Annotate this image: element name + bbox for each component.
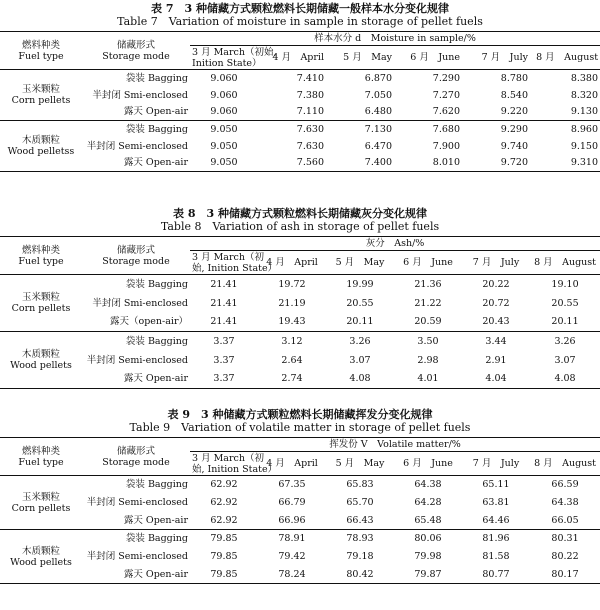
table-cell: 9.060 <box>210 89 238 101</box>
table-cell: 79.85 <box>210 568 238 580</box>
table-cell: 2.91 <box>485 354 507 366</box>
head-mode-zh: 储藏形式 <box>116 39 155 51</box>
table-cell: 66.96 <box>278 514 306 526</box>
table8-month-5: 5 月 May <box>335 257 385 268</box>
fuel-en: Wood pelletss <box>7 146 75 157</box>
table8-head-fuel <box>0 237 82 275</box>
table8 <box>0 236 600 389</box>
month-line: 3 月 March（初始, <box>192 46 277 58</box>
table-cell: 7.630 <box>296 123 324 135</box>
table-cell: 2.64 <box>281 354 303 366</box>
table-cell: 4.04 <box>485 373 507 385</box>
head-mode-zh: 储藏形式 <box>116 445 155 457</box>
table7-month-4: 4 月 April <box>272 52 324 63</box>
table-cell: 21.41 <box>210 316 238 328</box>
fuel-en: Corn pellets <box>11 95 71 106</box>
table-cell: 79.18 <box>346 551 374 562</box>
table9-month-8: 8 月 August <box>534 458 596 469</box>
table9-fuel-corn <box>0 476 82 530</box>
month-line: Inition State） <box>192 57 262 69</box>
table-cell: 21.41 <box>210 297 238 309</box>
table7-fuel-corn <box>0 70 82 121</box>
table7-head-mode <box>82 32 190 70</box>
table7-month-8: 8 月 August <box>536 52 599 63</box>
table-cell: 8.960 <box>570 123 599 135</box>
table-cell: 4.08 <box>554 373 576 385</box>
table-cell: 19.72 <box>278 278 306 290</box>
table-cell: 8.380 <box>570 72 599 84</box>
table-cell: 19.10 <box>551 278 579 290</box>
fuel-zh: 玉米颗粒 <box>21 491 60 503</box>
table-cell: 80.22 <box>551 551 579 562</box>
table-cell: 4.08 <box>349 373 371 385</box>
table9-head-mode <box>82 438 190 476</box>
table9-caption-en: Table 9 Variation of volatile matter in storage of pellet fuels <box>129 421 471 434</box>
table-cell: 78.93 <box>346 533 374 545</box>
table8-month-8: 8 月 August <box>534 257 596 268</box>
fuel-zh: 木质颗粒 <box>21 545 60 557</box>
table-cell: 7.560 <box>296 157 324 169</box>
table-cell: 6.870 <box>364 72 392 84</box>
month-line: 始, Inition State） <box>192 463 278 475</box>
table-cell: 65.83 <box>346 479 374 491</box>
month-line: 3 月 March（初 <box>192 452 264 464</box>
table-cell: 20.11 <box>346 316 374 328</box>
table-cell: 9.060 <box>210 72 238 84</box>
table-cell: 66.59 <box>551 479 579 491</box>
storage-mode: 露天 Open-air <box>123 106 188 118</box>
table-cell: 7.110 <box>296 106 324 118</box>
table-cell: 9.220 <box>500 106 528 118</box>
table-cell: 7.630 <box>296 140 324 152</box>
table-cell: 3.07 <box>349 354 371 366</box>
table-cell: 6.470 <box>364 140 392 152</box>
table8-fuel-corn <box>0 275 82 332</box>
storage-mode: 露天（open-air） <box>110 316 188 328</box>
table7-caption-zh: 表 7 3 种储藏方式颗粒燃料长期储藏一般样本水分变化规律 <box>151 2 449 15</box>
table9-block <box>0 408 600 584</box>
head-fuel-zh: 燃料种类 <box>21 445 60 457</box>
table-cell: 79.85 <box>210 533 238 545</box>
table-cell: 2.74 <box>281 373 303 385</box>
storage-mode: 半封闭 Smi-enclosed <box>92 297 188 309</box>
table8-caption-en: Table 8 Variation of ash in storage of pellet fuels <box>160 220 440 233</box>
head-fuel-zh: 燃料种类 <box>21 39 60 51</box>
table-cell: 19.99 <box>346 278 374 290</box>
table9-fuel-wood <box>0 530 82 584</box>
table-cell: 19.43 <box>278 316 306 328</box>
table-cell: 80.77 <box>482 568 510 580</box>
table-cell: 8.780 <box>500 72 528 84</box>
fuel-en: Wood pellets <box>10 556 72 568</box>
table-cell: 80.31 <box>551 533 579 545</box>
table8-month-3 <box>190 251 278 275</box>
table9-month-7: 7 月 July <box>472 458 520 469</box>
fuel-zh: 玉米颗粒 <box>21 292 60 303</box>
table8-month-4: 4 月 April <box>266 257 318 268</box>
table7-head-fuel <box>0 32 82 70</box>
table-cell: 4.01 <box>417 373 439 385</box>
table7-month-3 <box>190 46 277 70</box>
storage-mode: 袋装 Bagging <box>125 479 188 491</box>
table-cell: 62.92 <box>210 514 238 526</box>
head-fuel-en: Fuel type <box>18 456 64 468</box>
table-cell: 9.150 <box>570 140 599 152</box>
head-fuel-zh: 燃料种类 <box>21 244 60 256</box>
storage-mode: 半封闭 Semi-enclosed <box>86 497 188 508</box>
storage-mode: 半封闭 Semi-enclosed <box>86 140 188 152</box>
fuel-en: Wood pellets <box>10 360 72 371</box>
head-mode-en: Storage mode <box>102 456 170 468</box>
table9-head-fuel <box>0 438 82 476</box>
table-cell: 20.22 <box>482 278 510 290</box>
table9-head-group: 挥发份 V Volatile matter/% <box>190 438 600 452</box>
table-cell: 9.130 <box>570 106 599 118</box>
table8-head-group: 灰分 Ash/% <box>190 237 600 251</box>
table-cell: 7.410 <box>296 72 324 84</box>
table-cell: 21.22 <box>414 297 442 309</box>
table-cell: 8.540 <box>500 89 528 101</box>
table-cell: 63.81 <box>482 497 510 508</box>
month-line: 始, Inition State） <box>192 262 278 274</box>
table-cell: 8.320 <box>570 89 599 101</box>
table-cell: 7.050 <box>364 89 392 101</box>
storage-mode: 露天 Open-air <box>123 157 188 169</box>
table-cell: 79.42 <box>278 551 306 562</box>
table-cell: 7.620 <box>432 106 460 118</box>
table-cell: 78.91 <box>278 533 306 545</box>
table-cell: 66.05 <box>551 514 579 526</box>
head-mode-en: Storage mode <box>102 255 170 267</box>
storage-mode: 袋装 Bagging <box>125 72 188 84</box>
table-cell: 78.24 <box>278 568 306 580</box>
fuel-en: Corn pellets <box>11 502 71 514</box>
table-cell: 80.17 <box>551 568 579 580</box>
table-cell: 79.87 <box>414 568 442 580</box>
table-cell: 65.48 <box>414 514 442 526</box>
table-cell: 9.740 <box>500 140 528 152</box>
table-cell: 64.46 <box>482 514 510 526</box>
storage-mode: 袋装 Bagging <box>125 533 188 545</box>
storage-mode: 露天 Open-air <box>123 373 188 385</box>
table-cell: 66.79 <box>278 497 306 508</box>
table-cell: 20.55 <box>346 297 374 309</box>
storage-mode: 露天 Open-air <box>123 514 188 526</box>
storage-mode: 露天 Open-air <box>123 568 188 580</box>
table8-month-7: 7 月 July <box>472 257 520 268</box>
table-cell: 21.19 <box>278 297 306 309</box>
table7-month-5: 5 月 May <box>343 52 392 63</box>
fuel-zh: 木质颗粒 <box>21 349 60 360</box>
table-cell: 3.37 <box>213 335 235 347</box>
table-cell: 65.70 <box>346 497 374 508</box>
table-cell: 67.35 <box>278 479 306 491</box>
table7-month-6: 6 月 June <box>410 52 460 63</box>
table-cell: 81.58 <box>482 551 510 562</box>
table9 <box>0 437 600 584</box>
table-cell: 7.130 <box>364 123 392 135</box>
table8-month-6: 6 月 June <box>403 257 453 268</box>
storage-mode: 半封闭 Semi-enclosed <box>86 354 188 366</box>
table-cell: 7.900 <box>432 140 460 152</box>
table-cell: 3.26 <box>349 335 371 347</box>
table-cell: 9.050 <box>210 140 238 152</box>
table9-month-5: 5 月 May <box>335 458 385 469</box>
table-cell: 64.38 <box>414 479 442 491</box>
storage-mode: 袋装 Bagging <box>125 335 188 347</box>
table9-caption-zh: 表 9 3 种储藏方式颗粒燃料长期储藏挥发分变化规律 <box>167 408 433 421</box>
table-cell: 9.290 <box>500 123 528 135</box>
table-cell: 64.38 <box>551 497 579 508</box>
table-cell: 66.43 <box>346 514 374 526</box>
table-cell: 3.26 <box>554 335 576 347</box>
table8-head-mode <box>82 237 190 275</box>
table-cell: 3.44 <box>485 335 507 347</box>
table9-month-4: 4 月 April <box>266 458 318 469</box>
table-cell: 62.92 <box>210 497 238 508</box>
table-cell: 62.92 <box>210 479 238 491</box>
table8-fuel-wood <box>0 332 82 389</box>
table-cell: 21.41 <box>210 278 238 290</box>
table-cell: 7.290 <box>432 72 460 84</box>
table-cell: 80.06 <box>414 533 442 545</box>
storage-mode: 半封闭 Smi-enclosed <box>92 89 188 101</box>
fuel-zh: 玉米颗粒 <box>21 84 60 95</box>
storage-mode: 袋装 Bagging <box>125 278 188 290</box>
table9-month-6: 6 月 June <box>403 458 453 469</box>
table-cell: 9.050 <box>210 157 238 169</box>
table-cell: 7.400 <box>364 157 392 169</box>
table8-caption-zh: 表 8 3 种储藏方式颗粒燃料长期储藏灰分变化规律 <box>173 207 427 220</box>
storage-mode: 半封闭 Semi-enclosed <box>86 551 188 562</box>
table7 <box>0 31 600 172</box>
table-cell: 80.42 <box>346 568 374 580</box>
table-cell: 9.720 <box>500 157 528 169</box>
table-cell: 20.55 <box>551 297 579 309</box>
table7-caption-en: Table 7 Variation of moisture in sample in storage of pellet fuels <box>117 15 483 28</box>
table-cell: 20.43 <box>482 316 510 328</box>
table-cell: 7.380 <box>296 89 324 101</box>
table-cell: 7.680 <box>432 123 460 135</box>
table-cell: 65.11 <box>482 479 510 491</box>
table-cell: 81.96 <box>482 533 510 545</box>
table-cell: 20.11 <box>551 316 579 328</box>
table-cell: 8.010 <box>432 157 460 169</box>
table7-head-group: 样本水分 d Moisture in sample/% <box>190 32 600 46</box>
table-cell: 6.480 <box>364 106 392 118</box>
table-cell: 9.310 <box>570 157 599 169</box>
month-line: 3 月 March（初 <box>192 251 264 263</box>
table9-month-3 <box>190 452 278 476</box>
table-cell: 3.12 <box>281 335 303 347</box>
table-cell: 20.59 <box>414 316 442 328</box>
table-cell: 3.37 <box>213 354 235 366</box>
table-cell: 9.060 <box>210 106 238 118</box>
table-cell: 2.98 <box>417 354 439 366</box>
table-cell: 20.72 <box>482 297 510 309</box>
fuel-en: Corn pellets <box>11 303 71 314</box>
table7-fuel-wood <box>0 121 82 172</box>
table8-block <box>0 207 600 389</box>
table-cell: 79.98 <box>414 551 442 562</box>
table7-block <box>0 2 600 172</box>
table-cell: 64.28 <box>414 497 442 508</box>
table-cell: 3.37 <box>213 373 235 385</box>
head-fuel-en: Fuel type <box>18 50 64 62</box>
table-cell: 3.50 <box>417 335 439 347</box>
table-cell: 3.07 <box>554 354 576 366</box>
table-cell: 7.270 <box>432 89 460 101</box>
head-fuel-en: Fuel type <box>18 255 64 267</box>
table-cell: 79.85 <box>210 551 238 562</box>
head-mode-zh: 储藏形式 <box>116 244 155 256</box>
storage-mode: 袋装 Bagging <box>125 123 188 135</box>
head-mode-en: Storage mode <box>102 50 170 62</box>
fuel-zh: 木质颗粒 <box>21 135 60 146</box>
table7-month-7: 7 月 July <box>481 52 528 63</box>
table-cell: 21.36 <box>414 278 442 290</box>
table-cell: 9.050 <box>210 123 238 135</box>
